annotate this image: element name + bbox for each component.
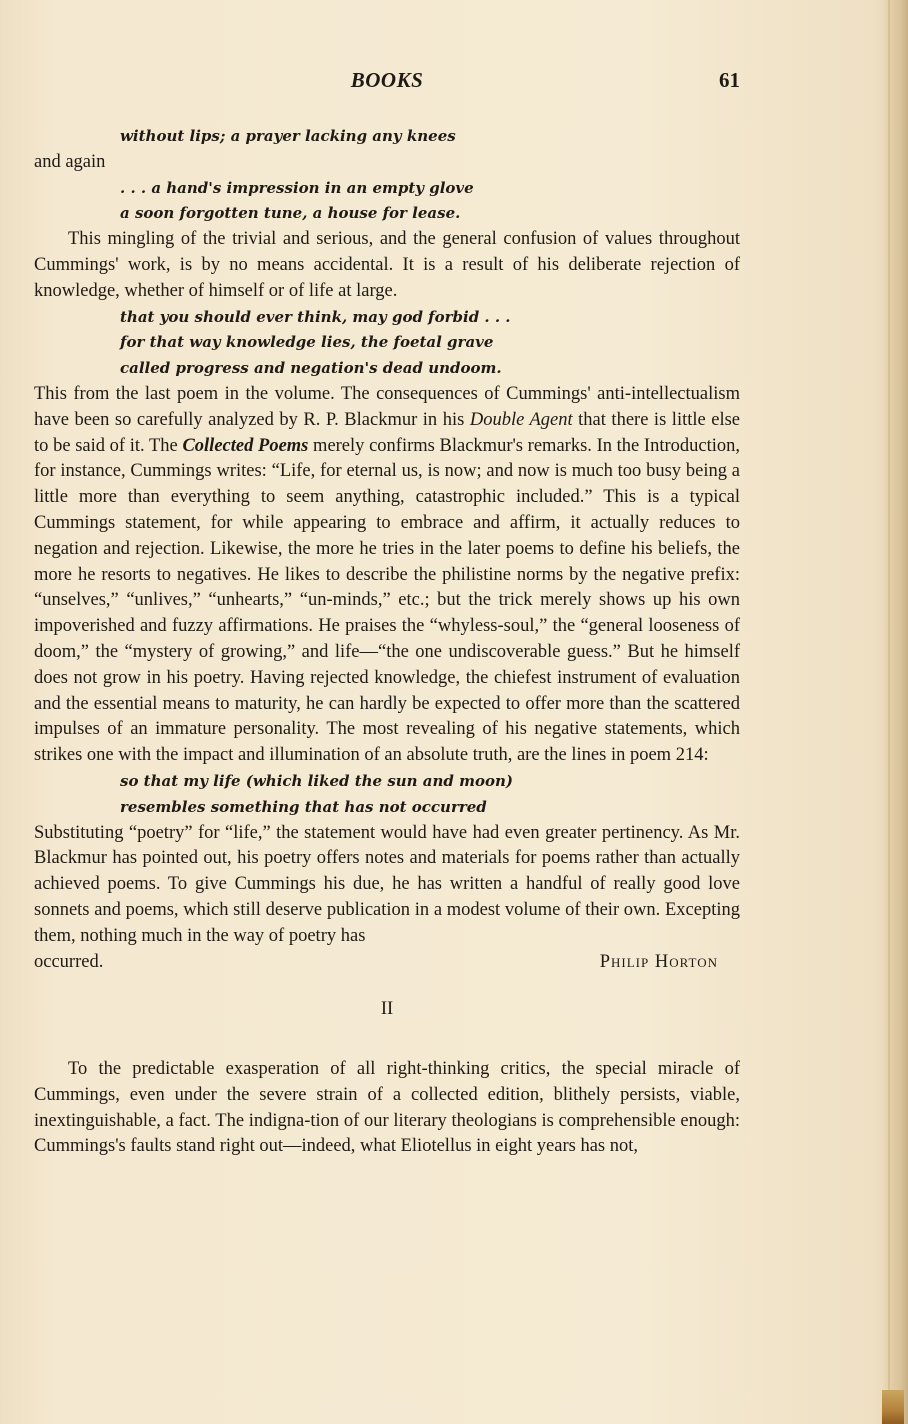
verse-line: for that way knowledge lies, the foetal grave <box>120 333 494 352</box>
page-header <box>34 68 740 102</box>
section-number: II <box>380 999 394 1020</box>
paragraph-1: This mingling of the trivial and serious, and the general confusion of values throughout Cummings' work, is by no means accidental. It is a result of his deliberate rejection of knowledge, whether of himself or of life at large. <box>34 229 740 301</box>
paragraph-2 <box>34 382 740 769</box>
page-number: 61 <box>719 68 740 92</box>
paragraph-2-text-a: This from the last poem in the volume. The consequences of Cummings' anti-intellectualism have been so carefully analyzed by R. P. Blackmur in his <box>34 383 740 430</box>
book-title-double-agent: Double Agent <box>469 409 573 430</box>
verse-line: resembles something that has not occurred <box>120 797 487 816</box>
paragraph-2-text-c: merely confirms Blackmur's remarks. In the Introduction, for instance, Cummings writes: “Life, for eternal us, is now; and now is much too busy being a little more than everything to seem anything, catastrophic included.” This is a typical Cummings statement, for while appearing to embrace and affirm, it actually reduces to negation and rejection. Likewise, the more he tries in the later poems to define his beliefs, the more he resorts to negatives. He likes to describe the philistine norms by the negative prefix: “unselves,” “unlives,” “unhearts,” “un-minds,” etc.; but the trick merely shows up his own impoverished and fuzzy affirmations. He praises the “whyless-soul,” the “general looseness of doom,” the “mystery of growing,” and life—“the one undiscoverable guess.” But he himself does not grow in his poetry. Having rejected knowledge, the chiefest instrument of evaluation and the essential means to maturity, he can hardly be expected to offer more than the scattered impulses of an immature personality. The most revealing of his negative statements, which strikes one with the impact and illumination of an absolute truth, are the lines in poem 214: <box>34 435 741 766</box>
verse-quote-1 <box>120 124 740 150</box>
running-head: BOOKS <box>350 68 424 92</box>
verse-quote-4 <box>120 769 740 821</box>
paragraph-2-text-b: that there is little else to be said of it. The <box>34 409 740 456</box>
verse-quote-3 <box>120 305 740 382</box>
book-title-collected-poems: Collected Poems <box>182 435 309 456</box>
verse-quote-2 <box>120 176 740 228</box>
verse-line: so that my life (which liked the sun and moon) <box>120 771 514 790</box>
page-body <box>34 124 740 1160</box>
verse-line: called progress and negation's dead undoom. <box>120 359 502 378</box>
connector-text: and again <box>34 151 106 172</box>
reviewer-signature: Philip Horton <box>599 951 718 972</box>
gutter-line <box>888 0 890 1424</box>
binding-mark <box>882 1390 904 1424</box>
review-signoff <box>34 950 740 976</box>
paragraph-3-last-word: occurred. <box>34 951 104 972</box>
verse-line: without lips; a prayer lacking any knees <box>120 127 456 145</box>
verse-line: . . . a hand's impression in an empty glove <box>120 178 474 197</box>
verse-line: that you should ever think, may god forbid . . . <box>120 307 511 326</box>
verse-line: a soon forgotten tune, a house for lease. <box>120 204 461 223</box>
paragraph-4: To the predictable exasperation of all right-thinking critics, the special miracle of Cummings, even under the severe strain of a collected edition, blithely persists, viable, inextinguishable, a fact. The indigna-tion of our literary theologians is comprehensible enough: Cummings's faults stand right out—indeed, what Eliotellus in eight years has not, <box>34 1059 740 1157</box>
page-gutter-shadow <box>882 0 908 1424</box>
paragraph-3: Substituting “poetry” for “life,” the statement would have had even greater pertinency. As Mr. Blackmur has pointed out, his poetry offers notes and materials for poems rather than actually achieved poems. To give Cummings his due, he has written a handful of really good love sonnets and poems, which still deserve publication in a modest volume of their own. Excepting them, nothing much in the way of poetry has <box>34 822 740 946</box>
